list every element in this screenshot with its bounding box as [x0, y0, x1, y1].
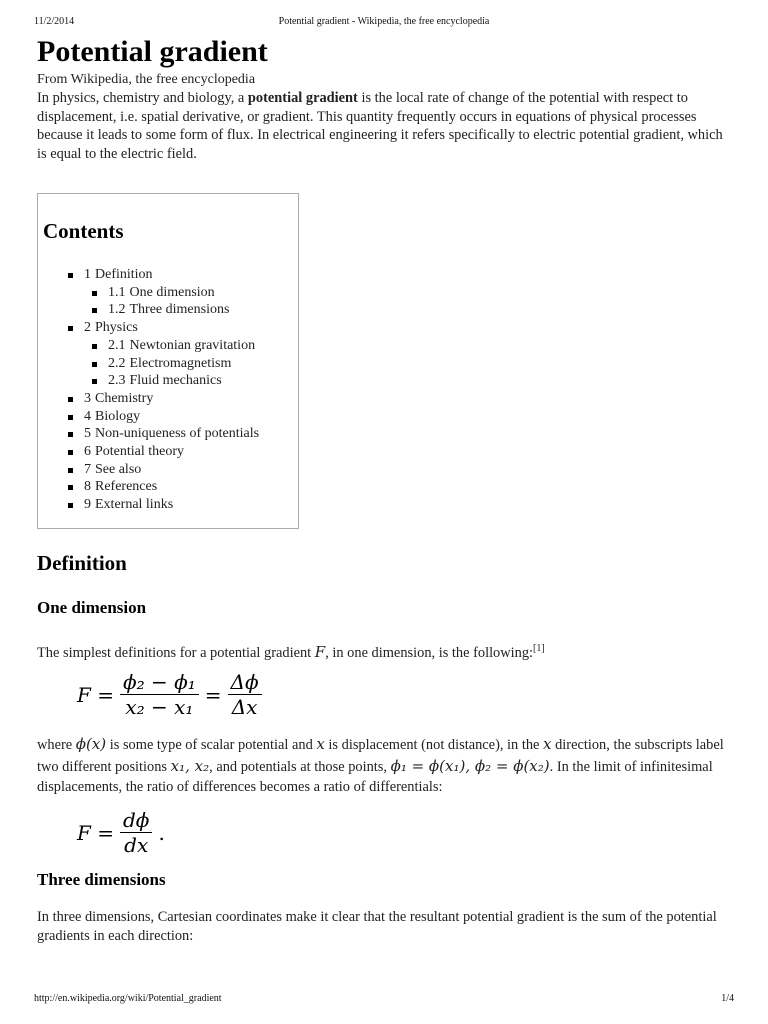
- fraction-delta: [228, 670, 262, 719]
- denominator: x₂ − x₁: [125, 695, 194, 719]
- tagline: From Wikipedia, the free encyclopedia: [37, 72, 256, 87]
- intro-bold-term[interactable]: potential gradient: [247, 90, 358, 106]
- toc-item[interactable]: [66, 266, 259, 284]
- intro-text-before: In physics, chemistry and biology, a: [37, 90, 248, 106]
- formula-lhs: F =: [77, 820, 114, 845]
- toc-item[interactable]: [66, 496, 259, 514]
- numerator: dϕ: [123, 808, 150, 832]
- print-page-number: 1/4: [721, 993, 734, 1004]
- toc-item-label[interactable]: Fluid mechanics: [129, 373, 222, 389]
- toc-item-number: 1.2: [108, 302, 126, 318]
- toc-list: [66, 266, 259, 514]
- toc-item-label[interactable]: Three dimensions: [129, 302, 230, 318]
- math-inline: x: [543, 735, 552, 753]
- one-dimension-explanation: [37, 734, 731, 798]
- formula-derivative: [77, 808, 165, 857]
- print-header: [34, 16, 734, 30]
- text-span: direction, the subscripts label two different positions: [37, 737, 724, 775]
- toc-item-label[interactable]: References: [95, 479, 158, 495]
- toc-item[interactable]: [66, 478, 259, 496]
- one-dimension-intro: [37, 640, 731, 663]
- formula-period: .: [158, 820, 165, 845]
- fraction-differential: [120, 808, 152, 857]
- numerator: Δϕ: [230, 670, 259, 694]
- math-inline: x₁, x₂: [170, 756, 210, 775]
- toc-item-label[interactable]: One dimension: [129, 284, 215, 300]
- print-date: 11/2/2014: [34, 16, 75, 27]
- formula-finite-difference: [77, 670, 268, 719]
- toc-item-label[interactable]: Definition: [95, 267, 153, 282]
- toc-sublist: [66, 284, 259, 319]
- toc-item[interactable]: [66, 425, 259, 443]
- toc-item-number: 2: [84, 320, 91, 336]
- toc-item-number: 6: [84, 444, 91, 460]
- toc-subitem[interactable]: [90, 337, 259, 355]
- toc-subitem[interactable]: [90, 284, 259, 302]
- intro-text-after: is the local rate of change of the potential with respect to displacement, i.e. spatial derivative, or gradient. This quantity frequently occurs in equations of physical processes because it leads to some form of flux. In electrical engineering it refers specifically to electric potential gradient, which is equal to the electric field.: [37, 90, 723, 162]
- toc-item-label[interactable]: Newtonian gravitation: [129, 337, 256, 353]
- math-inline: x: [316, 735, 325, 753]
- text-span: is some type of scalar potential and: [106, 737, 317, 753]
- toc-item[interactable]: [66, 408, 259, 426]
- math-var-f: F: [314, 643, 326, 661]
- toc-item-number: 3: [84, 390, 91, 406]
- toc-item[interactable]: [66, 390, 259, 408]
- text-span: . In the limit of infinitesimal displacements, the ratio of differences becomes a ratio of differentials:: [37, 758, 713, 795]
- toc-item-number: 2.2: [108, 355, 126, 371]
- table-of-contents: [37, 193, 299, 529]
- text-span: where: [37, 737, 76, 753]
- toc-item-label[interactable]: External links: [95, 497, 174, 513]
- toc-item-number: 8: [84, 479, 91, 495]
- toc-item-label[interactable]: Biology: [95, 408, 141, 424]
- reference-link[interactable]: [1]: [533, 643, 545, 654]
- toc-item[interactable]: [66, 443, 259, 461]
- toc-subitem[interactable]: [90, 372, 259, 390]
- toc-item-number: 1: [84, 267, 91, 282]
- formula-lhs: F =: [77, 682, 114, 707]
- toc-subitem[interactable]: [90, 355, 259, 373]
- equals-sign: =: [204, 682, 222, 707]
- toc-item-label[interactable]: Non-uniqueness of potentials: [95, 426, 260, 442]
- math-inline: ϕ₁ = ϕ(x₁), ϕ₂ = ϕ(x₂): [390, 756, 550, 775]
- fraction-differences: [120, 670, 199, 719]
- toc-item-label[interactable]: See also: [95, 461, 142, 477]
- toc-item-label[interactable]: Physics: [95, 320, 138, 336]
- toc-item[interactable]: [66, 461, 259, 479]
- subsection-heading-three-dimensions: Three dimensions: [37, 870, 166, 889]
- toc-sublist: [66, 337, 259, 390]
- math-inline: ϕ(x): [75, 735, 107, 753]
- denominator: dx: [124, 833, 149, 857]
- toc-subitem[interactable]: [90, 301, 259, 319]
- three-dimensions-paragraph: In three dimensions, Cartesian coordinates make it clear that the resultant potential gradient is the sum of the potential gradients in each direction:: [37, 909, 717, 944]
- page-title: Potential gradient: [37, 35, 268, 68]
- toc-item-label[interactable]: Potential theory: [95, 444, 185, 460]
- toc-item-number: 9: [84, 497, 91, 513]
- numerator: ϕ₂ − ϕ₁: [123, 670, 196, 694]
- text-span: The simplest definitions for a potential gradient: [37, 645, 315, 661]
- intro-paragraph: [37, 89, 731, 163]
- toc-title: Contents: [43, 219, 124, 243]
- toc-item-number: 1.1: [108, 284, 126, 300]
- toc-item-number: 7: [84, 461, 91, 477]
- toc-item-label[interactable]: Chemistry: [95, 390, 154, 406]
- subsection-heading-one-dimension: One dimension: [37, 598, 147, 617]
- toc-item-number: 2.1: [108, 337, 126, 353]
- toc-item-number: 5: [84, 426, 91, 442]
- text-span: is displacement (not distance), in the: [324, 737, 544, 753]
- print-page-title: Potential gradient - Wikipedia, the free encyclopedia: [278, 16, 490, 27]
- toc-item-number: 2.3: [108, 373, 126, 389]
- section-heading-definition: Definition: [37, 551, 127, 575]
- print-footer: [34, 993, 734, 1007]
- denominator: Δx: [231, 695, 258, 719]
- toc-item-label[interactable]: Electromagnetism: [129, 355, 232, 371]
- text-span: , and potentials at those points,: [209, 758, 391, 775]
- toc-item[interactable]: [66, 319, 259, 337]
- toc-item-number: 4: [84, 408, 91, 424]
- text-span: , in one dimension, is the following:: [325, 645, 534, 661]
- print-url: http://en.wikipedia.org/wiki/Potential_gradient: [34, 993, 222, 1004]
